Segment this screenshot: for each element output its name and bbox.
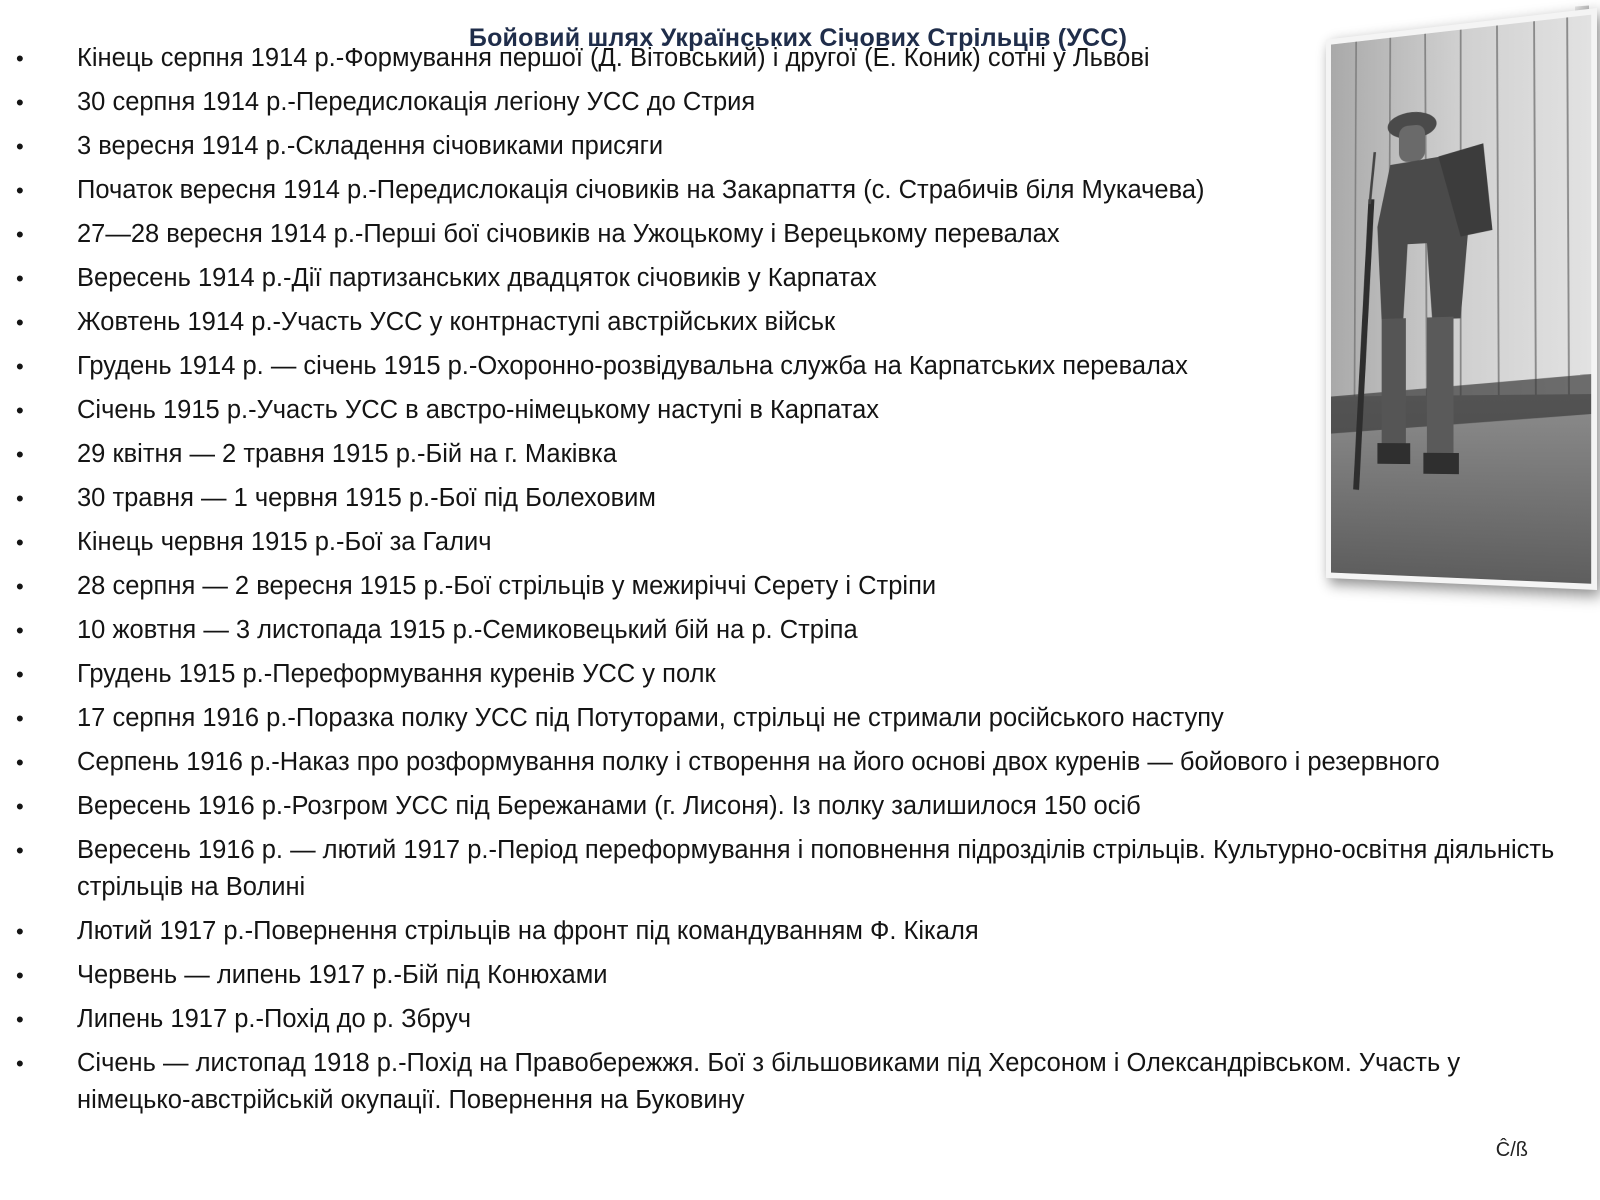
bullet: • [16, 354, 24, 379]
bullet: • [16, 46, 24, 71]
list-item [0, 744, 1600, 781]
list-item-text: Початок вересня 1914 р.-Передислокація січовиків на Закарпаття (с. Страбичів біля Мукачева) [77, 176, 1205, 204]
bullet: • [16, 706, 24, 731]
bullet: • [16, 398, 24, 423]
list-item [0, 1045, 1600, 1119]
list-item-text: Лютий 1917 р.-Повернення стрільців на фронт під командуванням Ф. Кікаля [77, 917, 979, 945]
list-item-text: Кінець серпня 1914 р.-Формування першої (Д. Вітовський) і другої (Е. Коник) сотні у Львові [77, 44, 1150, 72]
bullet: • [16, 662, 24, 687]
list-item [0, 656, 1600, 693]
bullet: • [16, 442, 24, 467]
bullet: • [16, 530, 24, 555]
list-item-text: Вересень 1916 р.-Розгром УСС під Бережанами (г. Лисоня). Із полку залишилося 150 осіб [77, 792, 1141, 820]
list-item-text: 30 серпня 1914 р.-Передислокація легіону УСС до Стрия [77, 88, 756, 116]
list-item-text: Вересень 1914 р.-Дії партизанських двадцяток січовиків у Карпатах [77, 264, 877, 292]
bullet: • [16, 134, 24, 159]
bullet: • [16, 750, 24, 775]
list-item [0, 913, 1600, 950]
list-item-text: Кінець червня 1915 р.-Бої за Галич [77, 528, 492, 556]
bullet: • [16, 618, 24, 643]
soldier-photo [1326, 8, 1597, 590]
list-item-text: Січень — листопад 1918 р.-Похід на Правобережжя. Бої з більшовиками під Херсоном і Олександрівськом. Участь у німецько-австрійській окупації. Повернення на Буковину [77, 1049, 1461, 1114]
bullet: • [16, 919, 24, 944]
bullet: • [16, 1051, 24, 1076]
bullet: • [16, 794, 24, 819]
list-item-text: 17 серпня 1916 р.-Поразка полку УСС під Потуторами, стрільці не стримали російського наступу [77, 704, 1224, 732]
bullet: • [16, 266, 24, 291]
slide-title [0, 24, 1600, 53]
list-item-text: Червень — липень 1917 р.-Бій під Конюхами [77, 961, 608, 989]
bullet: • [16, 310, 24, 335]
slide-title-text: Бойовий шлях Українських Січових Стрільців (УСС) [468, 24, 1128, 52]
list-item-text: 10 жовтня — 3 листопада 1915 р.-Семиковецький бій на р. Стріпа [77, 616, 858, 644]
bullet: • [16, 838, 24, 863]
list-item-text: Вересень 1916 р. — лютий 1917 р.-Період переформування і поповнення підрозділів стрільців. Культурно-освітня діяльність стрільців на Волині [77, 836, 1555, 901]
soldier-photo-image [1331, 15, 1591, 584]
list-item [0, 612, 1600, 649]
list-item-text: Жовтень 1914 р.-Участь УСС у контрнаступі австрійських військ [77, 308, 836, 336]
list-item-text: Липень 1917 р.-Похід до р. Збруч [77, 1005, 472, 1033]
list-item [0, 832, 1600, 906]
list-item [0, 788, 1600, 825]
slide-logo: Ĉ/ß [1495, 1139, 1528, 1161]
bullet: • [16, 574, 24, 599]
bullet: • [16, 222, 24, 247]
list-item-text: 29 квітня — 2 травня 1915 р.-Бій на г. Маківка [77, 440, 617, 468]
list-item [0, 957, 1600, 994]
list-item-text: 28 серпня — 2 вересня 1915 р.-Бої стрільців у межиріччі Серету і Стріпи [77, 572, 937, 600]
bullet: • [16, 963, 24, 988]
list-item-text: Січень 1915 р.-Участь УСС в австро-німецькому наступі в Карпатах [77, 396, 880, 424]
list-item [0, 1001, 1600, 1038]
list-item-text: 27—28 вересня 1914 р.-Перші бої січовиків на Ужоцькому і Верецькому перевалах [77, 220, 1060, 248]
bullet: • [16, 90, 24, 115]
bullet: • [16, 1007, 24, 1032]
bullet: • [16, 178, 24, 203]
bullet: • [16, 486, 24, 511]
list-item-text: 30 травня — 1 червня 1915 р.-Бої під Болеховим [77, 484, 656, 512]
list-item-text: 3 вересня 1914 р.-Складення січовиками присяги [77, 132, 664, 160]
list-item-text: Грудень 1914 р. — січень 1915 р.-Охоронно-розвідувальна служба на Карпатських перевалах [77, 352, 1188, 380]
list-item-text: Грудень 1915 р.-Переформування куренів УСС у полк [77, 660, 716, 688]
list-item [0, 700, 1600, 737]
list-item-text: Серпень 1916 р.-Наказ про розформування полку і створення на його основі двох куренів — бойового і резервного [77, 748, 1440, 776]
